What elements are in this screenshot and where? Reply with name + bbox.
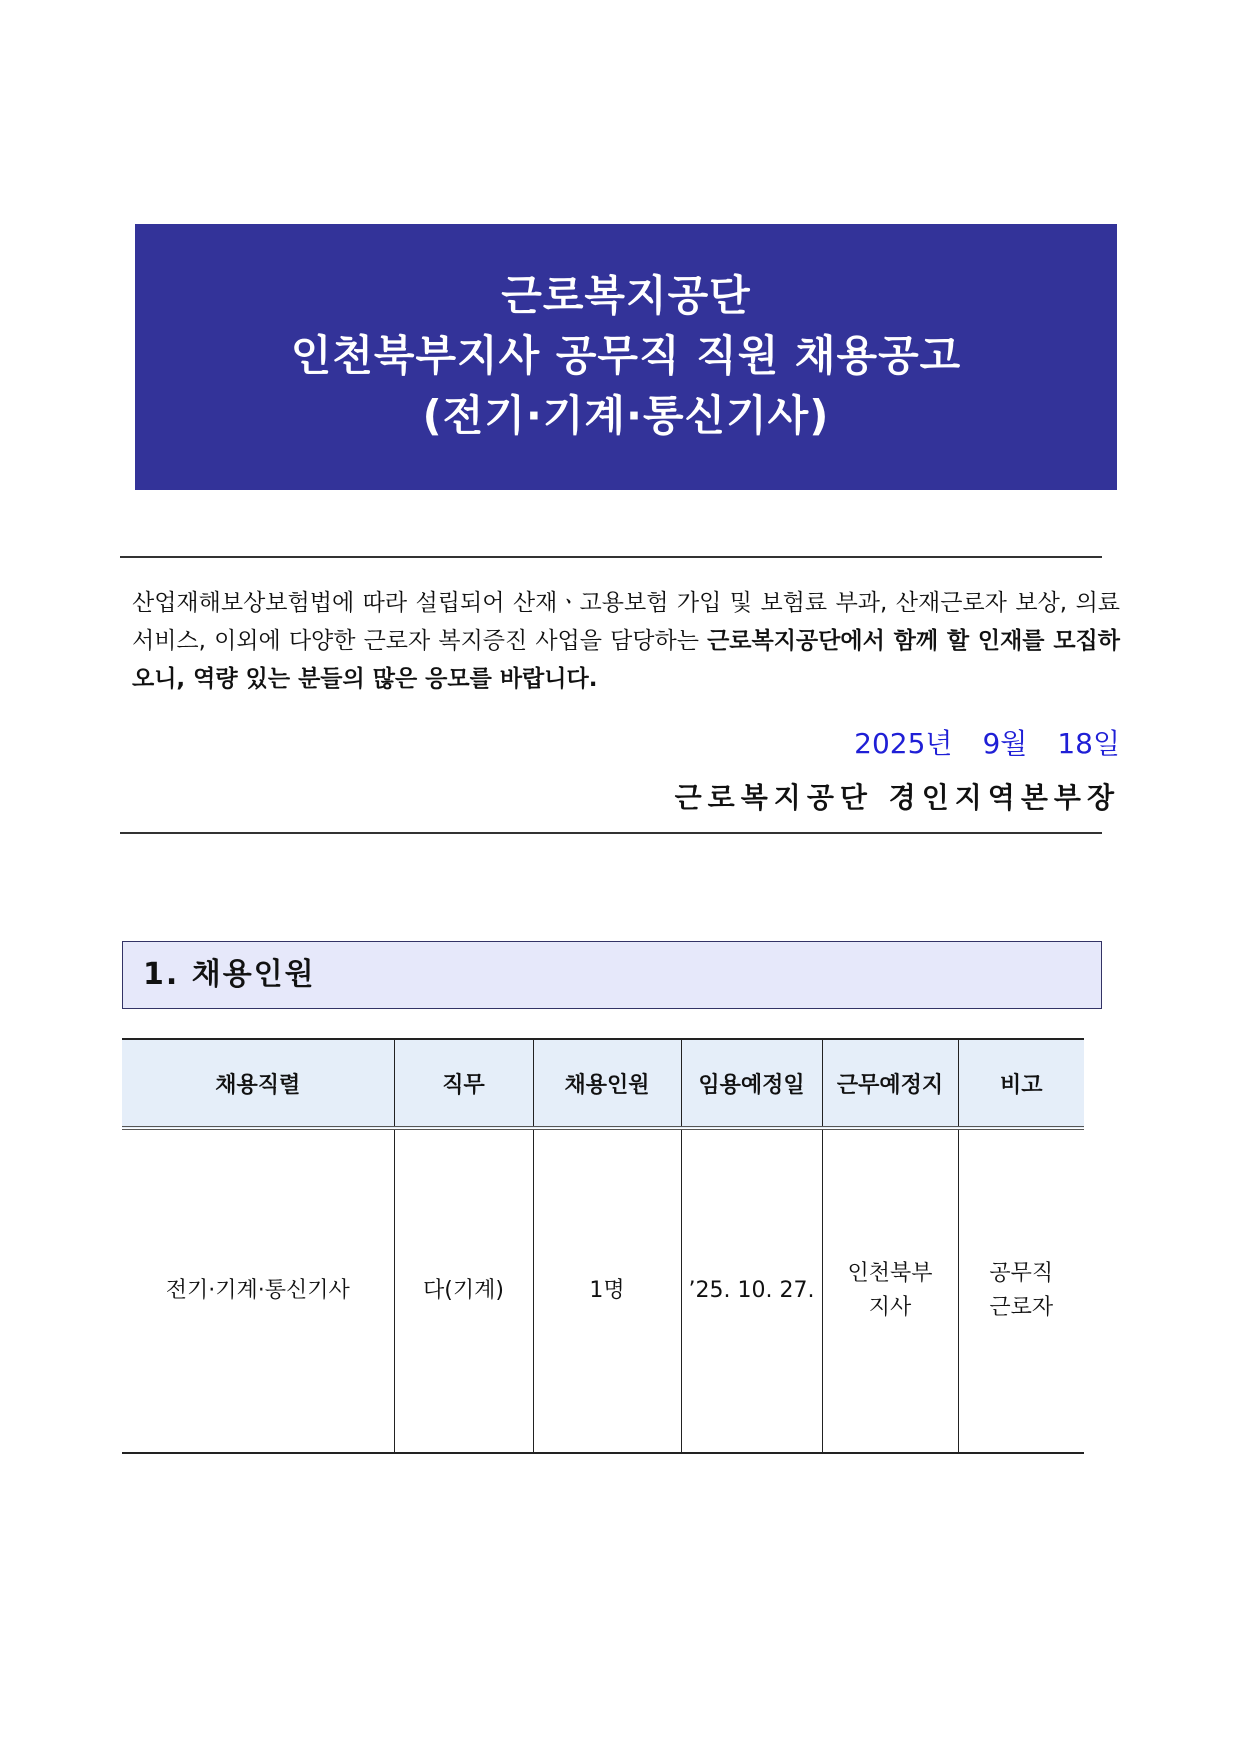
cell-count: 1명 bbox=[533, 1128, 681, 1453]
title-banner bbox=[135, 224, 1117, 490]
cell-location-line2: 지사 bbox=[868, 1295, 912, 1320]
cell-duty: 다(기계) bbox=[394, 1128, 533, 1453]
table-row bbox=[122, 1128, 1084, 1453]
cell-note-line2: 근로자 bbox=[989, 1295, 1054, 1320]
cell-note-line1: 공무직 bbox=[989, 1261, 1054, 1286]
cell-start-date: ’25. 10. 27. bbox=[681, 1128, 822, 1453]
date-month: 9월 bbox=[982, 727, 1028, 760]
header-series: 채용직렬 bbox=[122, 1039, 394, 1128]
cell-note bbox=[958, 1128, 1084, 1453]
table-header-row bbox=[122, 1039, 1084, 1128]
date-day: 18일 bbox=[1057, 727, 1120, 760]
header-location: 근무예정지 bbox=[822, 1039, 958, 1128]
header-start-date: 임용예정일 bbox=[681, 1039, 822, 1128]
title-announcement: 인천북부지사 공무직 직원 채용공고 bbox=[290, 331, 962, 380]
cell-series: 전기·기계·통신기사 bbox=[122, 1128, 394, 1453]
cell-location bbox=[822, 1128, 958, 1453]
bottom-divider bbox=[120, 832, 1102, 834]
announcement-date bbox=[854, 722, 1120, 762]
intro-text: 산업재해보상보험법에 따라 설립되어 산재ㆍ고용보험 가입 및 보험료 부과, 산재근로자 보상, 의료서비스, 이외에 다양한 근로자 복지증진 사업을 담당하는 bbox=[132, 590, 1120, 654]
recruitment-table bbox=[122, 1038, 1084, 1454]
section-heading-recruitment: 1. 채용인원 bbox=[122, 941, 1102, 1009]
header-duty: 직무 bbox=[394, 1039, 533, 1128]
header-note: 비고 bbox=[958, 1039, 1084, 1128]
intro-paragraph bbox=[132, 584, 1120, 698]
intro-bold-text: 근로복지공단에서 함께 할 인재를 모집하오니, 역량 있는 분들의 많은 응모를 바랍니다. bbox=[132, 628, 1120, 692]
cell-location-line1: 인천북부 bbox=[847, 1261, 933, 1286]
title-organization: 근로복지공단 bbox=[501, 271, 751, 320]
title-positions: (전기·기계·통신기사) bbox=[422, 391, 830, 440]
signature: 근로복지공단 경인지역본부장 bbox=[674, 781, 1120, 814]
top-divider bbox=[120, 556, 1102, 558]
header-count: 채용인원 bbox=[533, 1039, 681, 1128]
date-year: 2025년 bbox=[854, 727, 953, 760]
